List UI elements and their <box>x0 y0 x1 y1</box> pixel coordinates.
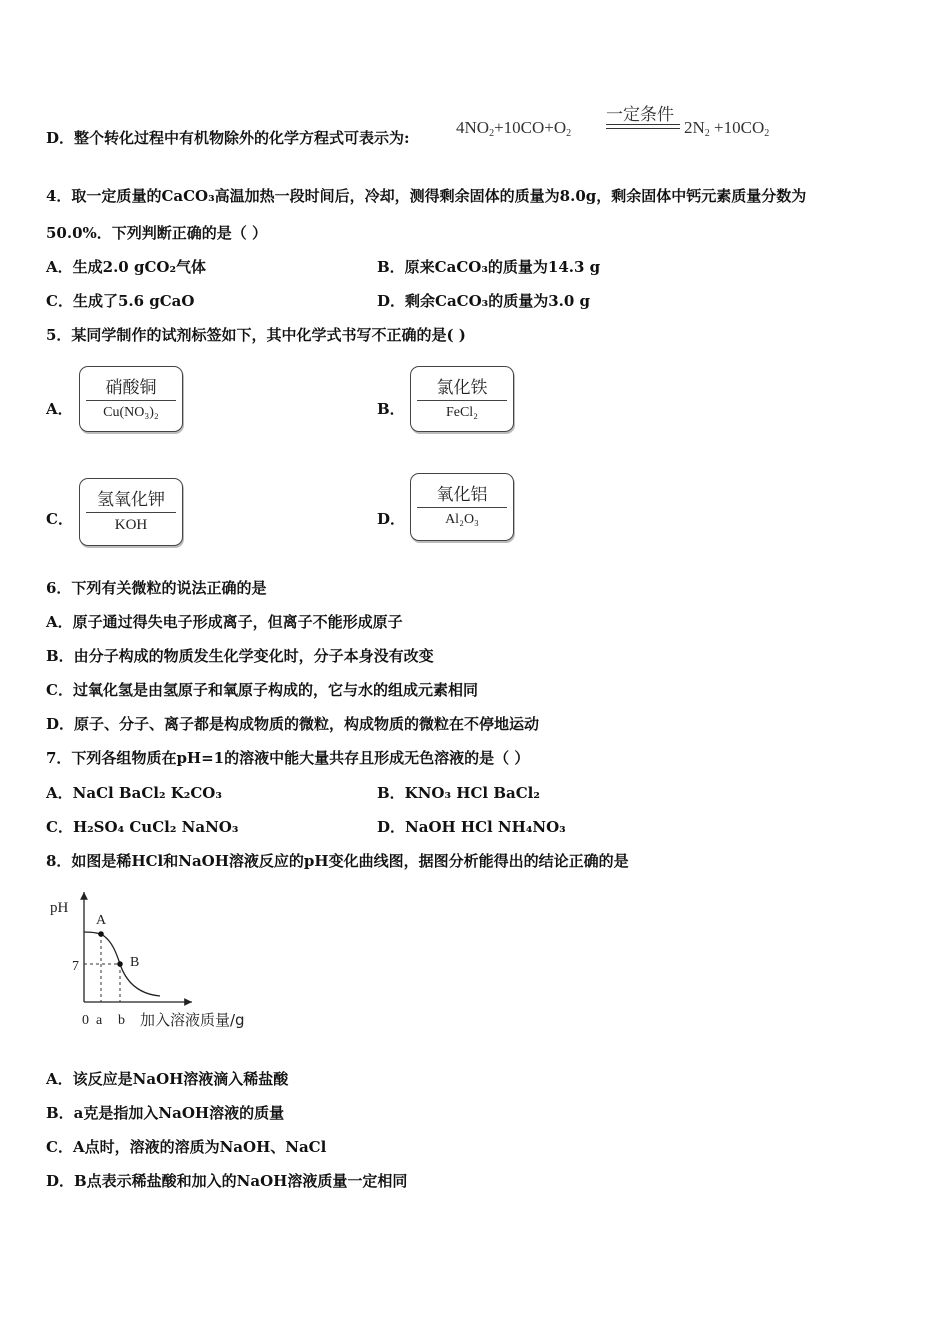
x-tick-b: b <box>118 1013 125 1028</box>
reaction-condition: 一定条件 <box>606 105 674 124</box>
q4-option-c: C．生成了5.6 gCaO <box>46 292 195 310</box>
reagent-label-a <box>79 366 183 432</box>
q4-option-d: D．剩余CaCO₃的质量为3.0 g <box>377 292 591 310</box>
reagent-name: 硝酸铜 <box>105 378 157 398</box>
point-b-label: B <box>130 955 140 970</box>
q8-option-b: B．a克是指加入NaOH溶液的质量 <box>46 1104 285 1122</box>
reagent-formula: FeCl₂ <box>445 405 479 420</box>
q8-option-c: C．A点时，溶液的溶质为NaOH、NaCl <box>46 1138 327 1156</box>
reagent-formula: Al₂O₃ <box>445 512 479 527</box>
point-b <box>117 961 123 967</box>
point-a <box>98 931 104 937</box>
q4-stem-line1: 4．取一定质量的CaCO₃高温加热一段时间后，冷却，测得剩余固体的质量为8.0g，剩余固体中钙元素质量分数为 <box>46 187 807 205</box>
q5-letter-b: B． <box>377 400 405 418</box>
label-divider <box>417 507 507 508</box>
q8-option-d: D．B点表示稀盐酸和加入的NaOH溶液质量一定相同 <box>46 1172 408 1190</box>
y-tick-7: 7 <box>72 959 79 974</box>
q7-option-a: A．NaCl BaCl₂ K₂CO₃ <box>46 784 222 802</box>
reagent-label-d <box>410 473 514 541</box>
reagent-name: 氯化铁 <box>436 378 488 398</box>
equals-sign <box>606 124 680 129</box>
chemical-equation: $4NO_2+10CO+O_2$ <box>456 118 572 139</box>
q7-option-b: B．KNO₃ HCl BaCl₂ <box>377 784 540 802</box>
q6-stem: 6．下列有关微粒的说法正确的是 <box>46 579 267 597</box>
label-divider <box>86 512 176 513</box>
q3-option-d-text: D．整个转化过程中有机物除外的化学方程式可表示为: <box>46 129 410 147</box>
q7-stem: 7．下列各组物质在pH=1的溶液中能大量共存且形成无色溶液的是（ ） <box>46 749 530 767</box>
reagent-name: 氧化铝 <box>436 485 488 505</box>
y-axis-label: pH <box>50 900 69 916</box>
q4-stem-line2: 50.0%．下列判断正确的是（ ） <box>46 224 268 242</box>
ph-curve-chart <box>46 884 266 1034</box>
q3-option-d <box>46 128 410 148</box>
q5-letter-d: D． <box>377 510 406 528</box>
reagent-formula: KOH <box>114 517 148 533</box>
q8-stem: 8．如图是稀HCl和NaOH溶液反应的pH变化曲线图，据图分析能得出的结论正确的是 <box>46 852 629 870</box>
label-divider <box>86 400 176 401</box>
point-a-label: A <box>96 913 107 928</box>
q4-option-a: A．生成2.0 gCO₂气体 <box>46 258 207 276</box>
q6-option-d: D．原子、分子、离子都是构成物质的微粒，构成物质的微粒在不停地运动 <box>46 715 540 733</box>
q8-option-a: A．该反应是NaOH溶液滴入稀盐酸 <box>46 1070 289 1088</box>
q5-stem: 5．某同学制作的试剂标签如下，其中化学式书写不正确的是( ) <box>46 326 466 344</box>
q4-option-b: B．原来CaCO₃的质量为14.3 g <box>377 258 601 276</box>
x-tick-0: 0 <box>82 1013 89 1028</box>
q6-option-a: A．原子通过得失电子形成离子，但离子不能形成原子 <box>46 613 403 631</box>
q5-letter-c: C． <box>46 510 73 528</box>
q5-letter-a: A． <box>46 400 73 418</box>
q7-option-c: C．H₂SO₄ CuCl₂ NaNO₃ <box>46 818 239 836</box>
equation-products: $2N_2 +10CO_2$ <box>684 118 770 139</box>
reagent-label-b <box>410 366 514 432</box>
x-axis-label: 加入溶液质量/g <box>140 1011 245 1029</box>
reagent-label-c <box>79 478 183 546</box>
q6-option-c: C．过氧化氢是由氢原子和氧原子构成的，它与水的组成元素相同 <box>46 681 478 699</box>
q6-option-b: B．由分子构成的物质发生化学变化时，分子本身没有改变 <box>46 647 434 665</box>
q7-option-d: D．NaOH HCl NH₄NO₃ <box>377 818 566 836</box>
label-divider <box>417 400 507 401</box>
x-tick-a: a <box>96 1013 103 1028</box>
reagent-formula: Cu(NO₃)₂ <box>103 405 159 420</box>
reagent-name: 氢氧化钾 <box>97 490 165 510</box>
